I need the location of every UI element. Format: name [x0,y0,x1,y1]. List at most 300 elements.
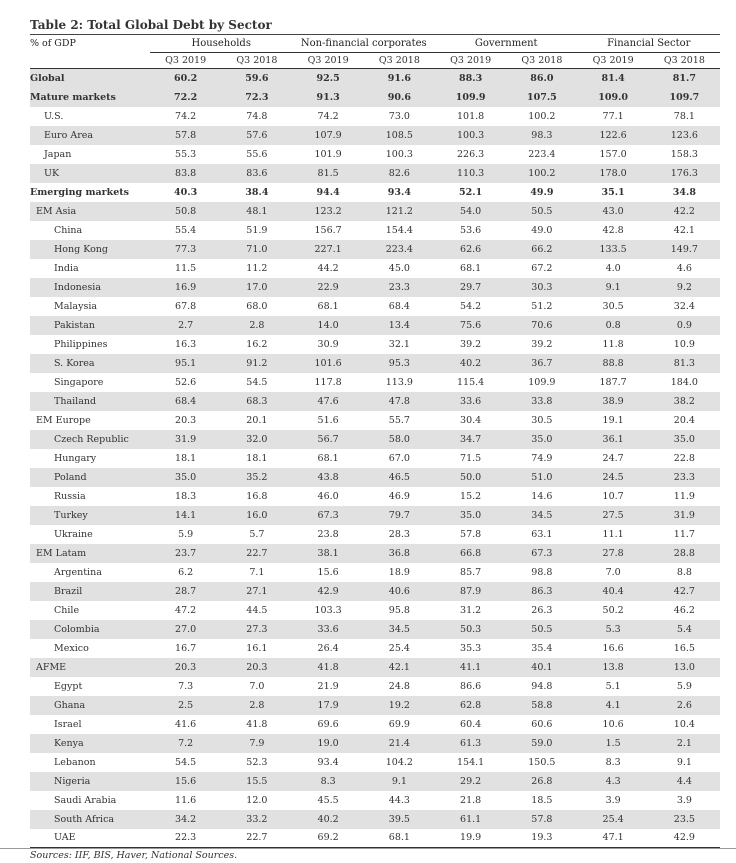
value-cell: 2.7 [150,316,221,335]
value-cell: 68.1 [460,262,482,274]
sources-note: Sources: IIF, BIS, Haver, National Sources. [30,850,238,861]
value-cell: 83.6 [221,164,292,183]
value-cell: 30.5 [602,300,624,312]
row-label: EM Europe [36,414,91,426]
value-cell: 81.5 [293,164,364,183]
value-cell: 2.5 [150,696,221,715]
value-cell: 38.1 [293,544,364,563]
value-cell: 51.6 [317,414,339,426]
value-cell: 16.8 [246,490,268,502]
value-cell: 20.3 [221,658,292,677]
value-cell: 16.3 [175,338,197,350]
table-row [30,126,720,145]
value-cell: 4.4 [649,772,720,791]
table-row [30,164,720,183]
value-cell: 33.6 [435,392,506,411]
row-label: Japan [44,148,72,160]
value-cell: 61.3 [435,734,506,753]
value-cell: 9.1 [364,772,435,791]
value-cell: 55.3 [175,148,197,160]
table-row [30,107,720,126]
group-header-government: Government [474,38,538,49]
value-cell: 88.8 [578,354,649,373]
value-cell: 39.5 [364,810,435,829]
value-cell: 5.9 [178,528,194,540]
value-cell: 21.4 [364,734,435,753]
value-cell: 71.5 [460,452,482,464]
value-cell: 15.6 [150,772,221,791]
value-cell: 27.8 [578,544,649,563]
value-cell: 19.9 [435,829,506,848]
value-cell: 41.8 [293,658,364,677]
value-cell: 93.4 [387,186,411,198]
row-label: Ukraine [54,528,93,540]
value-cell: 77.3 [150,240,221,259]
row-label: Emerging markets [30,186,130,198]
table-row [30,221,720,240]
row-label: EM Asia [30,202,150,221]
value-cell: 10.9 [673,338,695,350]
value-cell: 4.3 [578,772,649,791]
value-cell: 25.4 [388,642,410,654]
row-label: Brazil [30,582,150,601]
value-cell: 52.6 [175,376,197,388]
value-cell: 98.8 [531,566,553,578]
value-cell: 0.8 [578,316,649,335]
row-label: Colombia [30,620,150,639]
value-cell: 7.1 [249,566,265,578]
value-cell: 28.7 [150,582,221,601]
value-cell: 57.6 [221,126,292,145]
value-cell: 72.2 [150,88,221,107]
value-cell: 60.2 [150,69,221,88]
value-cell: 149.7 [649,240,720,259]
value-cell: 29.2 [435,772,506,791]
value-cell: 122.6 [578,126,649,145]
row-label: China [54,224,83,236]
row-label: Turkey [30,506,150,525]
row-label: Czech Republic [30,430,150,449]
table-row [30,430,720,449]
value-cell: 74.2 [175,110,197,122]
value-cell: 7.0 [605,566,621,578]
value-cell: 13.8 [578,658,649,677]
value-cell: 123.6 [649,126,720,145]
value-cell: 117.8 [314,376,342,388]
value-cell: 51.2 [531,300,553,312]
value-cell: 75.6 [435,316,506,335]
value-cell: 31.9 [150,430,221,449]
row-label: Lebanon [54,756,96,768]
value-cell: 4.1 [578,696,649,715]
value-cell: 40.2 [293,810,364,829]
row-label: Philippines [54,338,108,350]
value-cell: 154.4 [385,224,413,236]
row-label: Ghana [30,696,150,715]
value-cell: 19.0 [293,734,364,753]
table-row [30,240,720,259]
value-cell: 87.9 [435,582,506,601]
value-cell: 98.3 [506,126,577,145]
value-cell: 42.1 [364,658,435,677]
value-cell: 2.1 [649,734,720,753]
table-row [30,202,720,221]
value-cell: 30.4 [460,414,482,426]
value-cell: 21.9 [317,680,339,692]
value-cell: 69.9 [388,718,410,730]
value-cell: 66.8 [435,544,506,563]
value-cell: 176.3 [649,164,720,183]
value-cell: 104.2 [385,756,413,768]
value-cell: 19.2 [364,696,435,715]
table-row [30,582,720,601]
row-label: Kenya [30,734,150,753]
value-cell: 46.9 [388,490,410,502]
table-row [30,278,720,297]
table-row [30,715,720,734]
value-cell: 35.4 [531,642,553,654]
value-cell: 68.1 [364,829,435,848]
value-cell: 103.3 [314,604,342,616]
value-cell: 43.0 [578,202,649,221]
table-row [30,791,720,810]
value-cell: 28.8 [649,544,720,563]
row-label: Mature markets [30,88,150,107]
value-cell: 9.1 [676,756,692,768]
value-cell: 26.4 [317,642,339,654]
value-cell: 91.2 [221,354,292,373]
group-header-row [30,35,720,53]
value-cell: 50.2 [602,604,624,616]
footer-divider [0,848,736,849]
value-cell: 41.1 [435,658,506,677]
value-cell: 42.1 [673,224,695,236]
value-cell: 24.5 [578,468,649,487]
value-cell: 46.0 [317,490,339,502]
value-cell: 35.0 [150,468,221,487]
value-cell: 157.0 [599,148,627,160]
value-cell: 9.1 [578,278,649,297]
value-cell: 40.1 [506,658,577,677]
value-cell: 8.8 [676,566,692,578]
value-cell: 5.9 [676,680,692,692]
value-cell: 16.1 [246,642,268,654]
table-row [30,677,720,696]
table-row [30,69,720,88]
value-cell: 39.2 [531,338,553,350]
value-cell: 35.3 [460,642,482,654]
value-cell: 35.0 [506,430,577,449]
value-cell: 107.9 [293,126,364,145]
row-label: India [54,262,79,274]
value-cell: 109.9 [528,376,556,388]
table-row [30,487,720,506]
value-cell: 79.7 [364,506,435,525]
value-cell: 40.2 [435,354,506,373]
value-cell: 59.6 [221,69,292,88]
value-cell: 9.2 [649,278,720,297]
value-cell: 11.5 [175,262,197,274]
value-cell: 23.8 [317,528,339,540]
table-row [30,525,720,544]
row-label: Russia [54,490,86,502]
value-cell: 31.2 [460,604,482,616]
value-cell: 38.4 [245,186,269,198]
row-label: S. Korea [30,354,150,373]
value-cell: 81.7 [649,69,720,88]
row-label: Saudi Arabia [54,794,117,806]
value-cell: 21.8 [460,794,482,806]
value-cell: 35.1 [601,186,625,198]
value-cell: 19.3 [506,829,577,848]
table-row [30,810,720,829]
value-cell: 95.1 [150,354,221,373]
value-cell: 42.2 [649,202,720,221]
row-label: Poland [30,468,150,487]
row-label: Hungary [54,452,97,464]
value-cell: 31.9 [649,506,720,525]
value-cell: 57.8 [506,810,577,829]
table-row [30,354,720,373]
value-cell: 57.8 [150,126,221,145]
table-row [30,449,720,468]
value-cell: 68.4 [150,392,221,411]
table-row [30,563,720,582]
value-cell: 45.5 [317,794,339,806]
value-cell: 50.3 [435,620,506,639]
value-cell: 187.7 [599,376,627,388]
value-cell: 69.6 [317,718,339,730]
value-cell: 184.0 [670,376,698,388]
value-cell: 22.8 [673,452,695,464]
table-row [30,639,720,658]
row-label: Mexico [54,642,89,654]
table-row [30,335,720,354]
value-cell: 74.9 [531,452,553,464]
value-cell: 5.1 [605,680,621,692]
value-cell: 12.0 [246,794,268,806]
row-label: Chile [54,604,80,616]
table-header [30,35,720,69]
value-cell: 22.9 [293,278,364,297]
value-cell: 14.1 [150,506,221,525]
value-cell: 86.0 [506,69,577,88]
value-cell: 29.7 [435,278,506,297]
table-row [30,88,720,107]
row-label: EM Latam [30,544,150,563]
value-cell: 67.8 [175,300,197,312]
value-cell: 59.0 [506,734,577,753]
value-cell: 50.5 [506,202,577,221]
value-cell: 33.6 [293,620,364,639]
value-cell: 81.4 [578,69,649,88]
value-cell: 36.8 [364,544,435,563]
value-cell: 15.6 [317,566,339,578]
value-cell: 34.5 [364,620,435,639]
table-row [30,620,720,639]
value-cell: 16.2 [246,338,268,350]
table-row [30,392,720,411]
value-cell: 154.1 [457,756,485,768]
value-cell: 3.9 [676,794,692,806]
period-header-blank [30,53,150,69]
row-label: Nigeria [30,772,150,791]
value-cell: 46.2 [673,604,695,616]
value-cell: 85.7 [460,566,482,578]
value-cell: 18.1 [175,452,197,464]
value-cell: 18.3 [175,490,197,502]
value-cell: 109.0 [578,88,649,107]
value-cell: 34.8 [672,186,696,198]
value-cell: 57.8 [460,528,482,540]
value-cell: 91.6 [364,69,435,88]
value-cell: 7.2 [150,734,221,753]
value-cell: 17.0 [221,278,292,297]
value-cell: 47.6 [293,392,364,411]
value-cell: 54.2 [460,300,482,312]
value-cell: 27.5 [578,506,649,525]
value-cell: 11.7 [673,528,695,540]
value-cell: 40.4 [578,582,649,601]
value-cell: 58.0 [364,430,435,449]
table-body [30,69,720,848]
value-cell: 32.4 [673,300,695,312]
value-cell: 42.9 [293,582,364,601]
value-cell: 7.3 [178,680,194,692]
value-cell: 108.5 [364,126,435,145]
value-cell: 44.2 [317,262,339,274]
value-cell: 16.0 [221,506,292,525]
value-cell: 51.9 [246,224,268,236]
value-cell: 47.1 [578,829,649,848]
value-cell: 100.2 [506,164,577,183]
value-cell: 94.4 [316,186,340,198]
value-cell: 50.0 [435,468,506,487]
value-cell: 95.3 [364,354,435,373]
value-cell: 226.3 [457,148,485,160]
value-cell: 47.8 [364,392,435,411]
value-cell: 35.2 [221,468,292,487]
value-cell: 28.3 [388,528,410,540]
value-cell: 49.0 [531,224,553,236]
period-header: Q3 2019 [293,53,364,69]
value-cell: 72.3 [221,88,292,107]
value-cell: 5.4 [649,620,720,639]
group-header-financial-sector: Financial Sector [607,38,691,49]
value-cell: 67.3 [506,544,577,563]
value-cell: 24.7 [602,452,624,464]
table-row [30,145,720,164]
row-label: Malaysia [54,300,98,312]
value-cell: 36.7 [506,354,577,373]
value-cell: 16.7 [175,642,197,654]
value-cell: 43.8 [293,468,364,487]
value-cell: 82.6 [364,164,435,183]
value-cell: 101.9 [314,148,342,160]
value-cell: 17.9 [293,696,364,715]
value-cell: 109.7 [649,88,720,107]
value-cell: 4.6 [676,262,692,274]
value-cell: 22.3 [150,829,221,848]
table-row [30,696,720,715]
table-row [30,316,720,335]
table-row [30,753,720,772]
value-cell: 101.8 [457,110,485,122]
value-cell: 30.9 [317,338,339,350]
value-cell: 41.8 [246,718,268,730]
value-cell: 178.0 [578,164,649,183]
value-cell: 49.9 [530,186,554,198]
value-cell: 4.0 [605,262,621,274]
value-cell: 113.9 [385,376,413,388]
value-cell: 50.8 [150,202,221,221]
row-label: Singapore [54,376,104,388]
value-cell: 20.3 [175,414,197,426]
row-label: U.S. [44,110,64,122]
group-header-households: Households [191,38,251,49]
value-cell: 42.9 [649,829,720,848]
value-cell: 16.6 [602,642,624,654]
value-cell: 40.6 [364,582,435,601]
value-cell: 5.7 [249,528,265,540]
table-row [30,259,720,278]
value-cell: 18.5 [531,794,553,806]
value-cell: 35.0 [435,506,506,525]
value-cell: 54.5 [175,756,197,768]
row-label: Israel [54,718,82,730]
period-header: Q3 2018 [364,53,435,69]
value-cell: 77.1 [602,110,624,122]
period-header: Q3 2018 [649,53,720,69]
value-cell: 55.6 [246,148,268,160]
value-cell: 68.1 [317,452,339,464]
value-cell: 13.4 [364,316,435,335]
period-header: Q3 2019 [150,53,221,69]
value-cell: 0.9 [649,316,720,335]
value-cell: 156.7 [314,224,342,236]
row-label: AFME [30,658,150,677]
value-cell: 18.1 [246,452,268,464]
value-cell: 34.7 [435,430,506,449]
value-cell: 60.6 [531,718,553,730]
value-cell: 25.4 [578,810,649,829]
value-cell: 23.3 [649,468,720,487]
value-cell: 15.2 [460,490,482,502]
value-cell: 2.8 [221,316,292,335]
value-cell: 10.4 [673,718,695,730]
value-cell: 11.9 [673,490,695,502]
value-cell: 11.2 [246,262,268,274]
value-cell: 34.5 [506,506,577,525]
value-cell: 32.1 [388,338,410,350]
value-cell: 23.5 [649,810,720,829]
value-cell: 223.4 [364,240,435,259]
value-cell: 22.7 [221,544,292,563]
value-cell: 61.1 [435,810,506,829]
value-cell: 52.3 [246,756,268,768]
value-cell: 27.3 [221,620,292,639]
value-cell: 16.5 [673,642,695,654]
value-cell: 92.5 [293,69,364,88]
value-cell: 100.3 [435,126,506,145]
value-cell: 13.0 [649,658,720,677]
table-row [30,506,720,525]
value-cell: 30.5 [531,414,553,426]
row-label: Egypt [54,680,83,692]
value-cell: 81.3 [649,354,720,373]
value-cell: 48.1 [221,202,292,221]
value-cell: 5.3 [578,620,649,639]
